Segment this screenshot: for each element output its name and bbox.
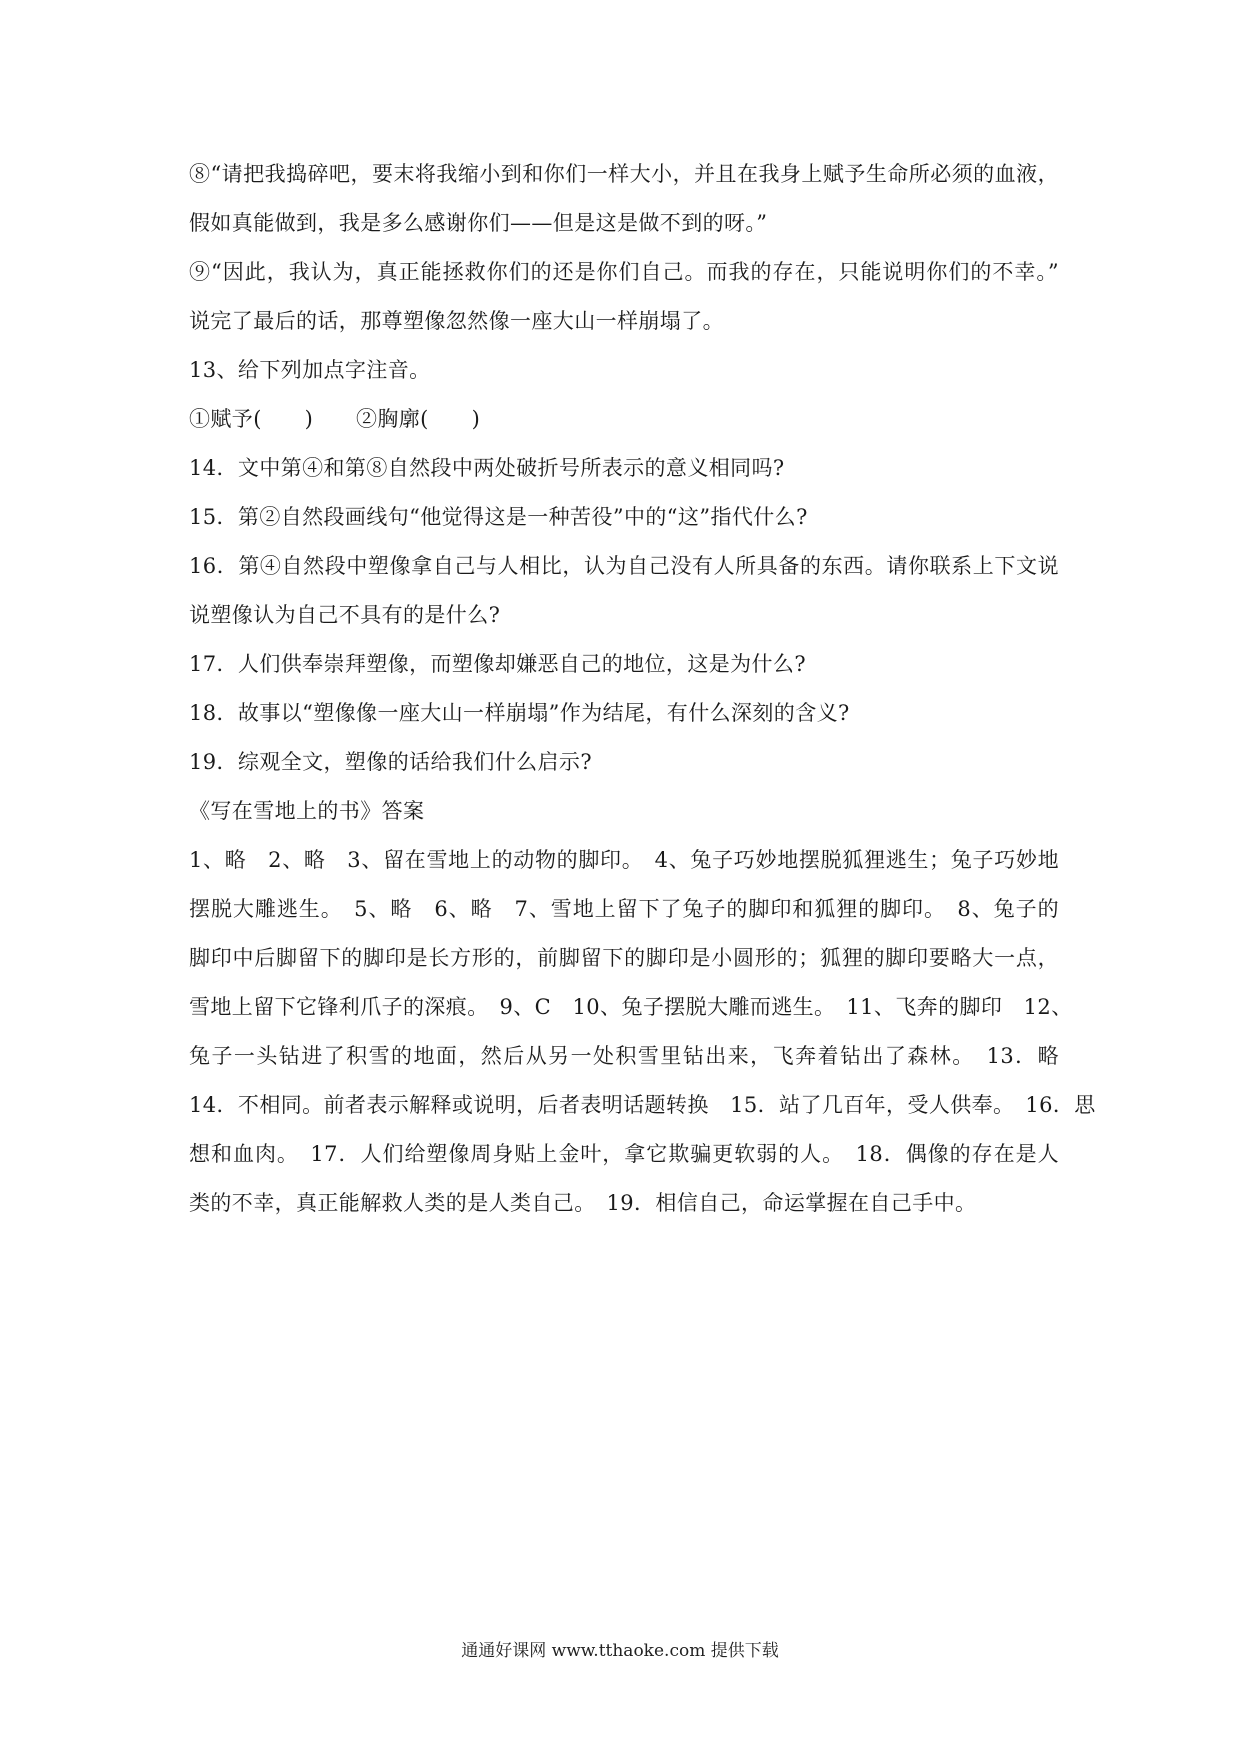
- paragraph-8-line-1: ⑧“请把我捣碎吧，要末将我缩小到和你们一样大小，并且在我身上赋予生命所必须的血液，: [189, 162, 1059, 186]
- answer-heading: 《写在雪地上的书》答案: [189, 799, 425, 823]
- answer-line-1: 1、略 2、略 3、留在雪地上的动物的脚印。 4、兔子巧妙地摆脱狐狸逃生；兔子巧妙地: [189, 848, 1059, 872]
- page-footer: 通通好课网 www.tthaoke.com 提供下载: [461, 1641, 779, 1661]
- paragraph-9-line-1: ⑨“因此，我认为，真正能拯救你们的还是你们自己。而我的存在，只能说明你们的不幸。”: [189, 260, 1059, 284]
- question-16-line-1: 16．第④自然段中塑像拿自己与人相比，认为自己没有人所具备的东西。请你联系上下文说: [189, 554, 1059, 578]
- question-13-items: ①赋予( ) ②胸廓( ): [189, 407, 481, 431]
- document-body: [189, 150, 1096, 1228]
- question-17: 17．人们供奉崇拜塑像，而塑像却嫌恶自己的地位，这是为什么?: [189, 652, 806, 676]
- answer-line-8: 类的不幸，真正能解救人类的是人类自己。 19．相信自己，命运掌握在自己手中。: [189, 1191, 977, 1215]
- answer-line-6: 14．不相同。前者表示解释或说明，后者表明话题转换 15．站了几百年，受人供奉。 16．思: [189, 1093, 1096, 1117]
- answer-line-3: 脚印中后脚留下的脚印是长方形的，前脚留下的脚印是小圆形的；狐狸的脚印要略大一点，: [189, 946, 1059, 970]
- question-18: 18．故事以“塑像像一座大山一样崩塌”作为结尾，有什么深刻的含义?: [189, 701, 850, 725]
- question-14: 14．文中第④和第⑧自然段中两处破折号所表示的意义相同吗?: [189, 456, 785, 480]
- question-15: 15．第②自然段画线句“他觉得这是一种苦役”中的“这”指代什么?: [189, 505, 808, 529]
- answer-line-4: 雪地上留下它锋利爪子的深痕。 9、C 10、兔子摆脱大雕而逃生。 11、飞奔的脚印 12、: [189, 995, 1073, 1019]
- question-19: 19．综观全文，塑像的话给我们什么启示?: [189, 750, 592, 774]
- answer-line-7: 想和血肉。 17．人们给塑像周身贴上金叶，拿它欺骗更软弱的人。 18．偶像的存在是人: [189, 1142, 1059, 1166]
- question-16-line-2: 说塑像认为自己不具有的是什么?: [189, 603, 501, 627]
- answer-line-5: 兔子一头钻进了积雪的地面，然后从另一处积雪里钻出来，飞奔着钻出了森林。 13．略: [189, 1044, 1059, 1068]
- paragraph-9-line-2: 说完了最后的话，那尊塑像忽然像一座大山一样崩塌了。: [189, 309, 724, 333]
- question-13: 13、给下列加点字注音。: [189, 358, 431, 382]
- paragraph-8-line-2: 假如真能做到，我是多么感谢你们——但是这是做不到的呀。”: [189, 211, 768, 235]
- answer-line-2: 摆脱大雕逃生。 5、略 6、略 7、雪地上留下了兔子的脚印和狐狸的脚印。 8、兔子的: [189, 897, 1059, 921]
